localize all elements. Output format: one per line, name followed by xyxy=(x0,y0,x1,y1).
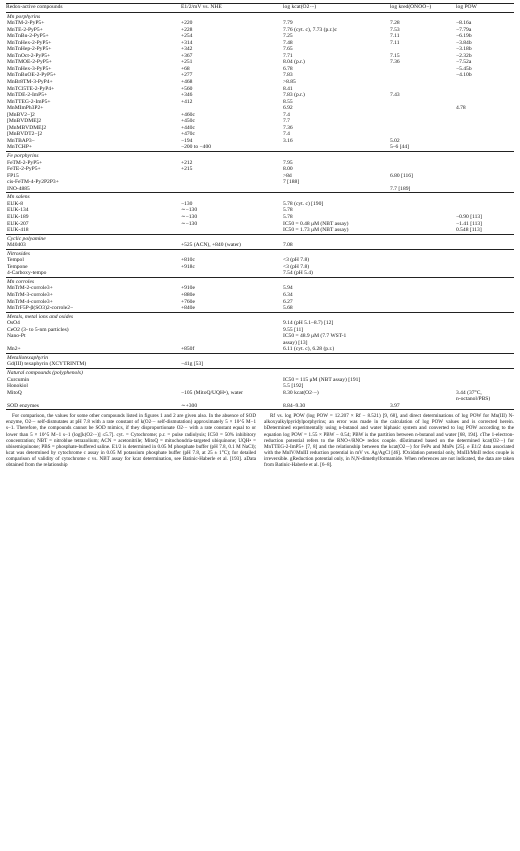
cell-log-pow: n-octanol/PBS) xyxy=(456,396,491,403)
cell-e12: +450c xyxy=(181,118,195,125)
cell-e12: −130 xyxy=(181,200,193,207)
cell-e12: −200 to −400 xyxy=(181,144,211,151)
cell-log-pow: −7.79a xyxy=(456,26,472,33)
cell-e12: +470c xyxy=(181,131,195,138)
cell-log-kcat: 7.4 xyxy=(283,111,290,118)
section-title: Metallotexaphyrin xyxy=(7,354,48,361)
cell-compound: FeTM-2-PyP5+ xyxy=(7,159,43,166)
cell-compound: CeO2 (3- to 5-nm particles) xyxy=(7,326,69,333)
cell-log-kred xyxy=(390,346,456,353)
cell-log-pow: 0.548 [113] xyxy=(456,227,482,234)
cell-compound: [MnBVDME]2 xyxy=(7,118,42,125)
cell-compound: MnTrM-4-corrole3+ xyxy=(7,298,53,305)
cell-log-kcat: 8.00 xyxy=(283,166,293,173)
cell-compound: MnTrM-3-corrole3+ xyxy=(7,291,53,298)
section-header-row xyxy=(6,12,514,20)
cell-e12: +918c xyxy=(181,263,195,270)
table-row xyxy=(6,186,514,193)
cell-compound: EUK-8 xyxy=(7,200,24,207)
cell-log-kred: 7.43 xyxy=(390,92,400,99)
cell-log-kcat: 3.16 xyxy=(283,137,293,144)
section-title: Cyclic polyamine xyxy=(7,235,46,242)
section-header-row xyxy=(6,353,514,361)
cell-log-kred: 7.7 [189] xyxy=(390,185,411,192)
cell-e12 xyxy=(181,227,283,234)
cell-e12: +468 xyxy=(181,79,193,86)
table-header-row xyxy=(6,4,514,13)
cell-compound: Nano-Pt xyxy=(7,333,26,340)
cell-log-kcat: 7 [188] xyxy=(283,179,300,186)
cell-log-kcat: <3 (pH 7.8) xyxy=(283,257,310,264)
cell-log-kcat xyxy=(283,186,390,193)
cell-log-kred xyxy=(390,305,456,312)
cell-compound: MnTE-2-PyP5+ xyxy=(7,26,43,33)
cell-compound: MnTCHP+ xyxy=(7,144,33,151)
cell-e12: −194 xyxy=(181,137,193,144)
cell-log-kcat: 7.08 xyxy=(283,242,293,249)
cell-compound: Tempol xyxy=(7,257,24,264)
section-title: Mn salens xyxy=(7,194,30,201)
cell-log-pow: −5.45b xyxy=(456,65,472,72)
cell-log-pow: −0.90 [113] xyxy=(456,213,483,220)
cell-log-kcat: 6.27 xyxy=(283,298,293,305)
cell-log-kred: 3.97 xyxy=(390,402,400,409)
cell-log-pow: 4.78 xyxy=(456,105,466,112)
cell-log-kcat: 8.84–9.30 xyxy=(283,402,306,409)
cell-log-pow: 3.44 (37°C, xyxy=(456,389,482,396)
cell-compound: MnTnOct-2-PyP5+ xyxy=(7,52,51,59)
section-title: Nitroxides xyxy=(7,250,30,257)
document-page xyxy=(6,0,514,468)
cell-log-kcat: 7.4 xyxy=(283,131,290,138)
cell-e12: +840e xyxy=(181,305,195,312)
cell-log-kcat: 6.78 xyxy=(283,65,293,72)
section-header-row xyxy=(6,193,514,201)
table-row xyxy=(6,361,514,368)
cell-compound: MnTBAP3− xyxy=(7,137,35,144)
cell-log-pow: −4.10b xyxy=(456,72,472,79)
table-row xyxy=(6,270,514,277)
section-header-row xyxy=(6,277,514,285)
cell-log-kred: 7.36 xyxy=(390,59,400,66)
column-header-compound: Redox-active compounds xyxy=(6,4,63,10)
cell-compound: Tempone xyxy=(7,263,28,270)
cell-compound: MnTM-2-PyP5+ xyxy=(7,20,45,27)
cell-compound: MnTnBuOE-2-PyP5+ xyxy=(7,72,57,79)
cell-compound: MnTrM-2-corrole3+ xyxy=(7,285,53,292)
cell-compound: MnTnHex-3-PyP5+ xyxy=(7,65,52,72)
section-title: Fe porphyrins xyxy=(7,153,39,160)
table-row xyxy=(6,144,514,151)
cell-compound: EUK-418 xyxy=(7,227,29,234)
cell-log-kcat: 5.5 [192] xyxy=(283,383,304,390)
cell-log-kcat: 7.76 (cyt. c), 7.73 (p.r.)c xyxy=(283,26,337,33)
table-row xyxy=(6,242,514,249)
cell-log-pow: −7.52a xyxy=(456,59,472,66)
cell-log-kred: 7.28 xyxy=(390,20,400,27)
cell-log-kcat xyxy=(283,361,390,368)
cell-compound: MnMImPh3P2+ xyxy=(7,105,44,112)
cell-compound: 4-Carboxy-tempo xyxy=(7,270,47,277)
section-title: Metals, metal ions and oxides xyxy=(7,313,74,320)
cell-log-kred: 5.02 xyxy=(390,137,400,144)
cell-compound: [MnBV2−]2 xyxy=(7,111,35,118)
cell-compound: cis-FeTM-4-Py2P2P3+ xyxy=(7,179,59,186)
cell-compound: Gd(III) texaphyrin (XCYTRINTM) xyxy=(7,361,87,368)
cell-log-kcat: <3 (pH 7.8) xyxy=(283,263,310,270)
cell-e12: +228 xyxy=(181,26,193,33)
cell-compound: MnTnHex-2-PyP5+ xyxy=(7,39,52,46)
cell-log-kcat: 8.30 kcat(O2·−) xyxy=(283,389,319,396)
cell-e12: −41g [53] xyxy=(181,361,204,368)
cell-log-kcat: 7.79 xyxy=(283,20,293,27)
cell-e12: ∼−130 xyxy=(181,220,198,227)
cell-log-pow xyxy=(456,270,514,277)
cell-log-pow: −3.18b xyxy=(456,46,472,53)
table-row xyxy=(6,305,514,312)
cell-e12: ∼−130 xyxy=(181,207,198,214)
cell-log-kcat: assay) [13] xyxy=(283,339,308,346)
cell-compound: Mn2+ xyxy=(7,346,21,353)
cell-log-pow: −8.16a xyxy=(456,20,472,27)
cell-compound: MnTDE-2-ImP5+ xyxy=(7,92,48,99)
cell-log-kcat: 9.14 (pH 5.1–8.7) [12] xyxy=(283,320,334,327)
cell-e12: ∼+300 xyxy=(181,402,198,409)
cell-compound: SOD enzymes xyxy=(7,402,39,409)
cell-log-pow xyxy=(456,403,514,410)
cell-log-kred xyxy=(390,270,456,277)
cell-log-kcat: >8.85 xyxy=(283,79,296,86)
cell-e12: +277 xyxy=(181,72,193,79)
cell-compound: MnTCl5TE-2-PyP4+ xyxy=(7,85,55,92)
cell-compound: INO-4885 xyxy=(7,185,30,192)
cell-compound: EUK-134 xyxy=(7,207,29,214)
cell-e12: +810c xyxy=(181,257,195,264)
section-header-row xyxy=(6,234,514,242)
footnote-right-column xyxy=(264,413,514,468)
cell-log-kcat: 7.25 xyxy=(283,33,293,40)
column-header-log-kred: log kred(ONOO−) xyxy=(390,4,432,10)
cell-e12: +460c xyxy=(181,111,195,118)
cell-e12 xyxy=(181,270,283,277)
cell-log-kcat: 7.36 xyxy=(283,124,293,131)
table-footnote xyxy=(6,413,514,468)
section-header-row xyxy=(6,312,514,320)
cell-e12: +212 xyxy=(181,159,193,166)
cell-log-kcat xyxy=(283,144,390,151)
cell-log-kcat: 7.83 xyxy=(283,72,293,79)
cell-compound: FP15 xyxy=(7,172,19,179)
cell-log-kred xyxy=(390,227,456,234)
cell-compound: MnTMOE-2-PyP5+ xyxy=(7,59,52,66)
cell-log-kcat: 5.78 (cyt. c) [190] xyxy=(283,200,324,207)
cell-e12: +525 (ACN), +840 (water) xyxy=(181,242,241,249)
cell-log-kcat: 7.7 xyxy=(283,118,290,125)
cell-e12: +367 xyxy=(181,52,193,59)
cell-log-kcat: 5.68 xyxy=(283,305,293,312)
cell-log-kcat: 5.78 xyxy=(283,207,293,214)
cell-log-kcat: 5.78 xyxy=(283,213,293,220)
cell-compound: OsO4 xyxy=(7,320,20,327)
footnote-left-column xyxy=(6,413,256,468)
cell-log-kred: 7.11 xyxy=(390,33,400,40)
column-header-log-kcat: log kcat(O2·−) xyxy=(283,4,317,10)
cell-log-pow: −6.19b xyxy=(456,33,472,40)
cell-e12: +215 xyxy=(181,166,193,173)
cell-e12: +440c xyxy=(181,124,195,131)
cell-log-kcat: 6.11 (cyt. c), 6.28 (p.r.) xyxy=(283,346,335,353)
footnote-paragraph: For comparison, the values for some other compounds listed in figures 1 and 2 are given also. In the absence of SOD enzyme, O2·− self-dismutates at pH 7.8 with a rate constant of k(O2·− self-dismutation) approximately 5 × 10^5 M−1 s−1. Therefore, the compounds cannot be SOD mimics, if they disproportionate O2·− with a rate constant equal to or lower than 5 × 10^5 M−1 s−1 (log[k(O2·−)] ≤5.7]. cyt. = Cytochrome; p.r. = pulse radiolysis; IC50 = 50% inhibitory concentration; NBT = nitroblue tetrazolium; ACN = acetonitrile; MitoQ = mitochondria-targeted ubiquinone; UQH• = ubisemiquinone; PBS = phosphate-buffered saline. E1/2 is determined in 0.05 M phosphate buffer (pH 7.8, 0.1 M NaCl); kcat was determined by cytochrome c assay in 0.05 M potassium phosphate buffer (pH 7.8, at 25 ± 1°C); for detailed comparison of validity of cytochrome c vs. NBT assay for kcat determination, see Batinic-Haberle et al. [193]. aData obtained from the relationship xyxy=(6,413,256,469)
cell-e12: +850f xyxy=(181,346,195,353)
cell-log-kcat: 8.55 xyxy=(283,98,293,105)
cell-e12: +68 xyxy=(181,65,190,72)
cell-compound: M40403 xyxy=(7,242,26,249)
cell-log-pow: −3.84b xyxy=(456,39,472,46)
table-row xyxy=(6,227,514,234)
section-title: Mn corroles xyxy=(7,278,35,285)
cell-log-kcat: IC50 = 0.48 μM (NBT assay) xyxy=(283,220,349,227)
table-row xyxy=(6,403,514,410)
cell-e12: +342 xyxy=(181,46,193,53)
cell-log-pow xyxy=(456,346,514,353)
cell-e12: +910e xyxy=(181,285,195,292)
cell-log-kcat: IC50 = 48.9 μM (7.7 WST-1 xyxy=(283,333,347,340)
cell-compound: MnTTEG-2-ImP5+ xyxy=(7,98,51,105)
cell-log-pow xyxy=(456,305,514,312)
cell-e12: +346 xyxy=(181,92,193,99)
cell-compound: MnTrF5P-β(SO3)2-corrole2− xyxy=(7,305,74,312)
cell-compound: FeTE-2-PyP5+ xyxy=(7,166,41,173)
cell-compound: MnTnHep-2-PyP5+ xyxy=(7,46,52,53)
cell-log-kred: 7.53 xyxy=(390,26,400,33)
cell-log-pow xyxy=(456,144,514,151)
redox-compounds-table xyxy=(6,3,514,410)
cell-log-kred: 7.15 xyxy=(390,52,400,59)
cell-log-kcat: 7.95 xyxy=(283,159,293,166)
cell-log-kcat: 7.48 xyxy=(283,39,293,46)
footnote-paragraph: Rf vs. log POW (log POW = 12.207 × Rf − 8.521) [9, 68], and direct determinations of log POW for Mn(III) N-alkoxyalkylpyridylporphyrins; an error was made in the calculation of log POW values and is corrected herein. bDetermined experimentally using n-butanol and water biphasic system and converted to log POW according to the equation log POW = 1.55 × PBW − 0.54; PBW is the partition between n-butanol and water [68, 194]. cThe 1-electron-reduction potential refers to the RNO+/RNO• redox couple. dEstimated based on the determined kcat(O2·−) for MnTTEG-2-ImP5+ [7, 8] and the relationship between the kcat(O2·−) for FePs and MnPs [25]. e E1/2 data associated with the MnIV/MnIII reduction potential in mV vs. Ag/AgCl [46]. fOxidation potential only, MnIII/MnII redox couple is irreversible. gReduction potential only, in N,N-dimethylformamide. When references are not indicated, the data are taken from Batinic-Haberle et al. [6–8]. xyxy=(264,413,514,469)
cell-e12: +880e xyxy=(181,291,195,298)
section-title: Natural compounds (polyphenols) xyxy=(7,369,83,376)
cell-log-pow: −2.32b xyxy=(456,52,472,59)
section-header-row xyxy=(6,249,514,257)
cell-e12: +251 xyxy=(181,59,193,66)
cell-e12: ∼−130 xyxy=(181,213,198,220)
cell-e12 xyxy=(181,186,283,193)
table-row xyxy=(6,346,514,353)
cell-e12: +560 xyxy=(181,85,193,92)
cell-log-kcat: 5.94 xyxy=(283,285,293,292)
cell-log-kred: 7.11 xyxy=(390,39,400,46)
cell-e12: +760e xyxy=(181,298,195,305)
cell-log-kcat: IC50 = 115 μM (NBT assay) [191] xyxy=(283,376,361,383)
cell-e12: +314 xyxy=(181,39,193,46)
cell-log-kcat: 7.65 xyxy=(283,46,293,53)
cell-log-kcat: 9.55 [11] xyxy=(283,326,304,333)
cell-compound: MnTnBu-2-PyP5+ xyxy=(7,33,49,40)
cell-log-kcat: 7.71 xyxy=(283,52,293,59)
cell-log-pow xyxy=(456,242,514,249)
cell-log-kcat: 6.92 xyxy=(283,105,293,112)
cell-log-kred: 6.80 [116] xyxy=(390,172,413,179)
cell-e12: +220 xyxy=(181,20,193,27)
section-title: Mn porphyrins xyxy=(7,13,41,20)
cell-log-kred xyxy=(390,242,456,249)
cell-log-pow: −1.41 [113] xyxy=(456,220,483,227)
column-header-e12: E1/2/mV vs. NHE xyxy=(181,4,222,10)
cell-log-kcat: 7.54 (pH 5.4) xyxy=(283,270,313,277)
cell-compound: Curcumin xyxy=(7,376,30,383)
section-header-row xyxy=(6,152,514,160)
cell-compound: MitoQ xyxy=(7,389,22,396)
section-header-row xyxy=(6,368,514,376)
cell-log-kcat: 8.04 (p.r.) xyxy=(283,59,305,66)
table-body xyxy=(6,12,514,410)
cell-log-kred: 5–6 [44] xyxy=(390,144,409,151)
cell-compound: [MnMBVDME]2 xyxy=(7,124,47,131)
cell-log-kcat: IC50 = 1.73 μM (NBT assay) xyxy=(283,227,349,234)
cell-log-kcat: 6.34 xyxy=(283,291,293,298)
cell-log-pow xyxy=(456,186,514,193)
cell-compound: MnBr8TM-3-PyP4+ xyxy=(7,79,53,86)
cell-log-kred xyxy=(390,361,456,368)
cell-e12: +254 xyxy=(181,33,193,40)
cell-log-kcat: 7.83 (p.r.) xyxy=(283,92,305,99)
cell-compound: Honokiol xyxy=(7,383,28,390)
cell-log-pow xyxy=(456,361,514,368)
cell-e12: −105 (MitoQ/UQH•), water xyxy=(181,389,243,396)
cell-compound: [MnBVDT2−]2 xyxy=(7,131,43,138)
column-header-log-pow: log POW xyxy=(456,4,477,10)
cell-log-kcat: >8d xyxy=(283,172,292,179)
cell-compound: EUK-207 xyxy=(7,220,29,227)
cell-e12: +412 xyxy=(181,98,193,105)
cell-compound: EUK-189 xyxy=(7,213,29,220)
cell-log-kcat: 8.41 xyxy=(283,85,293,92)
